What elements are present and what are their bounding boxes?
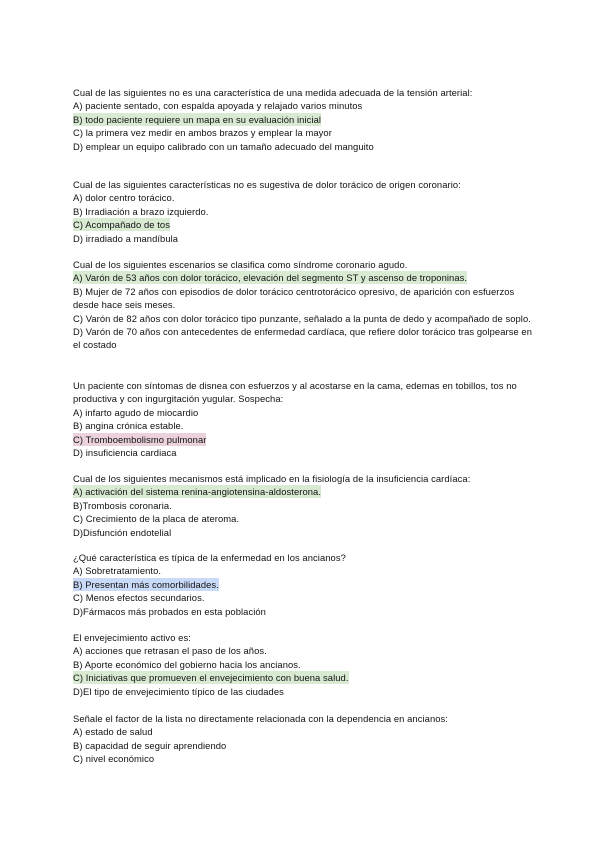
question-8 bbox=[73, 712, 533, 766]
question-stem: Cual de las siguientes no es una característica de una medida adecuada de la tensión arterial: bbox=[73, 87, 473, 98]
option-c: C) la primera vez medir en ambos brazos y emplear la mayor bbox=[73, 127, 332, 139]
option-d: D)Fármacos más probados en esta población bbox=[73, 605, 266, 617]
option-c-highlighted: C) Acompañado de tos bbox=[73, 219, 170, 231]
option-a: A) dolor centro torácico. bbox=[73, 192, 175, 204]
option-c-highlighted: C) Tromboembolismo pulmonar bbox=[73, 433, 207, 445]
option-c: C) Varón de 82 años con dolor torácico tipo punzante, señalado a la punta de dedo y acompañado de soplo. bbox=[73, 312, 531, 324]
question-stem: Un paciente con síntomas de disnea con esfuerzos y al acostarse en la cama, edemas en tobillos, tos no productiva y con ingurgitación yugular. Sospecha: bbox=[73, 380, 517, 405]
option-a: A) infarto agudo de miocardio bbox=[73, 406, 199, 418]
question-stem: El envejecimiento activo es: bbox=[73, 632, 191, 643]
question-stem: ¿Qué característica es típica de la enfermedad en los ancianos? bbox=[73, 552, 346, 563]
question-6 bbox=[73, 551, 533, 618]
option-d: D) Varón de 70 años con antecedentes de enfermedad cardíaca, que refiere dolor torácico tras golpearse en el costado bbox=[73, 326, 533, 351]
option-d: D)Disfunción endotelial bbox=[73, 526, 172, 538]
option-c: C) Crecimiento de la placa de ateroma. bbox=[73, 513, 240, 525]
question-stem: Señale el factor de la lista no directamente relacionada con la dependencia en ancianos: bbox=[73, 713, 448, 724]
option-c: C) Menos efectos secundarios. bbox=[73, 592, 205, 604]
question-5 bbox=[73, 472, 533, 539]
option-a: A) Sobretratamiento. bbox=[73, 565, 162, 577]
option-d: D) irradiado a mandíbula bbox=[73, 232, 179, 244]
option-c-highlighted: C) Iniciativas que promueven el envejecimiento con buena salud. bbox=[73, 672, 349, 684]
option-d: D) insuficiencia cardiaca bbox=[73, 446, 177, 458]
option-b: B) Irradiación a brazo izquierdo. bbox=[73, 205, 209, 217]
option-b: B) Mujer de 72 años con episodios de dolor torácico centrotorácico opresivo, de aparición con esfuerzos desde hace seis meses. bbox=[73, 285, 515, 311]
question-stem: Cual de los siguientes escenarios se clasifica como síndrome coronario agudo. bbox=[73, 259, 408, 270]
question-1 bbox=[73, 86, 533, 153]
option-c: C) nivel económico bbox=[73, 753, 155, 765]
question-2 bbox=[73, 178, 533, 245]
option-b-highlighted: B) todo paciente requiere un mapa en su evaluación inicial bbox=[73, 113, 322, 125]
option-a: A) estado de salud bbox=[73, 726, 153, 738]
question-4 bbox=[73, 379, 533, 459]
option-b: B)Trombosis coronaria. bbox=[73, 499, 172, 511]
option-d: D)El tipo de envejecimiento típico de las ciudades bbox=[73, 685, 284, 697]
question-3 bbox=[73, 258, 533, 352]
option-d: D) emplear un equipo calibrado con un tamaño adecuado del manguito bbox=[73, 140, 374, 152]
option-a: A) acciones que retrasan el paso de los años. bbox=[73, 645, 267, 657]
question-7 bbox=[73, 631, 533, 698]
option-a: A) paciente sentado, con espalda apoyada y relajado varios minutos bbox=[73, 100, 363, 112]
question-stem: Cual de las siguientes características no es sugestiva de dolor torácico de origen coronario: bbox=[73, 179, 461, 190]
option-b: B) Aporte económico del gobierno hacia los ancianos. bbox=[73, 658, 301, 670]
option-b-highlighted: B) Presentan más comorbilidades. bbox=[73, 578, 219, 590]
option-a-highlighted: A) activación del sistema renina-angiotensina-aldosterona. bbox=[73, 486, 322, 498]
option-a-highlighted: A) Varón de 53 años con dolor torácico, elevación del segmento ST y ascenso de troponinas. bbox=[73, 272, 468, 284]
option-b: B) capacidad de seguir aprendiendo bbox=[73, 739, 227, 751]
option-b: B) angina crónica estable. bbox=[73, 420, 184, 432]
question-stem: Cual de los siguientes mecanismos está implicado en la fisiología de la insuficiencia cardíaca: bbox=[73, 473, 471, 484]
